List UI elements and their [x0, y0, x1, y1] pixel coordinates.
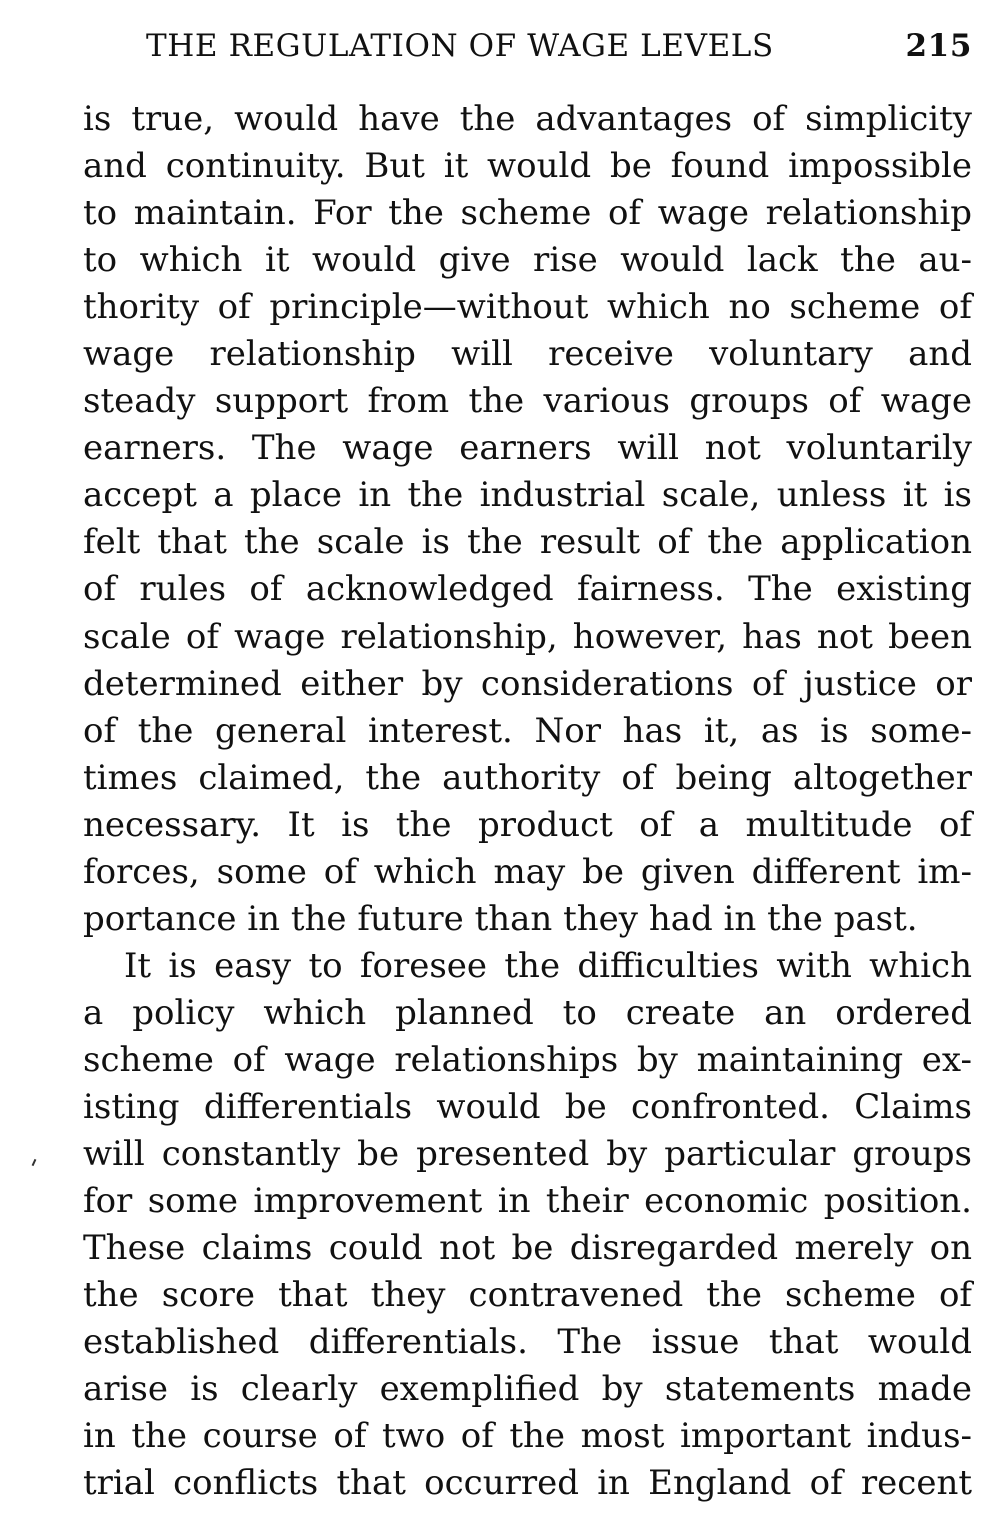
text-line: portance in the future than they had in the past.	[83, 898, 918, 939]
paragraph	[83, 943, 972, 1508]
text-line: a policy which planned to create an ordered	[83, 992, 972, 1033]
text-line: isting differentials would be confronted. Claims	[83, 1086, 972, 1127]
text-line: scheme of wage relationships by maintaining ex-	[83, 1039, 972, 1080]
text-line: scale of wage relationship, however, has not been	[83, 616, 972, 657]
text-line: to which it would give rise would lack the au-	[83, 240, 972, 281]
text-line: It is easy to foresee the difficulties with which	[124, 945, 972, 986]
scan-speck	[32, 1159, 37, 1166]
text-line: for some improvement in their economic position.	[83, 1181, 972, 1222]
text-line: established differentials. The issue that would	[83, 1322, 972, 1363]
text-line: steady support from the various groups of wage	[83, 381, 972, 422]
page-number: 215	[905, 28, 972, 64]
text-line: times claimed, the authority of being altogether	[83, 757, 972, 798]
text-line: trial conflicts that occurred in England of recent	[83, 1463, 972, 1504]
text-line: accept a place in the industrial scale, unless it is	[83, 475, 972, 516]
text-line: in the course of two of the most important indus-	[83, 1416, 972, 1457]
text-line: of the general interest. Nor has it, as is some-	[83, 710, 972, 751]
text-line: the score that they contravened the scheme of	[83, 1275, 972, 1316]
running-title: THE REGULATION OF WAGE LEVELS	[146, 28, 774, 64]
running-head	[146, 28, 972, 72]
text-line: earners. The wage earners will not voluntarily	[83, 428, 972, 469]
text-line: forces, some of which may be given different im-	[83, 851, 972, 892]
text-line: felt that the scale is the result of the application	[83, 522, 972, 563]
text-line: determined either by considerations of justice or	[83, 663, 972, 704]
text-line: will constantly be presented by particular groups	[83, 1134, 972, 1175]
text-line: arise is clearly exemplified by statements made	[83, 1369, 972, 1410]
text-line: wage relationship will receive voluntary and	[83, 334, 972, 375]
body-text	[83, 96, 972, 1507]
text-line: These claims could not be disregarded merely on	[83, 1228, 972, 1269]
text-line: and continuity. But it would be found impossible	[83, 146, 972, 187]
paragraph	[83, 96, 972, 943]
text-line: of rules of acknowledged fairness. The existing	[83, 569, 972, 610]
text-line: is true, would have the advantages of simplicity	[83, 99, 972, 139]
text-line: necessary. It is the product of a multitude of	[83, 804, 972, 845]
text-line: to maintain. For the scheme of wage relationship	[83, 193, 972, 234]
text-line: thority of principle—without which no scheme of	[83, 287, 972, 328]
